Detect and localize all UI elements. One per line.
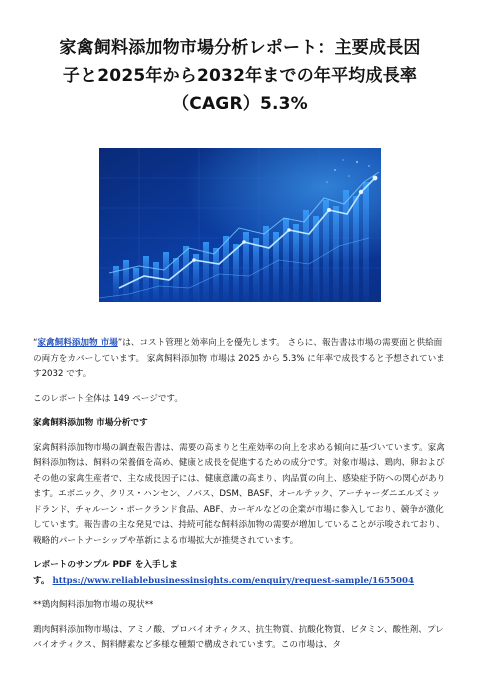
market-link[interactable]: 家禽飼料添加物 市場 [37, 338, 118, 348]
current-state-heading: **鶏肉飼料添加物市場の現状** [33, 600, 154, 610]
title-line-1: 家禽飼料添加物市場分析レポート：主要成長因 [59, 38, 421, 58]
growth-chart-banner-image [99, 148, 381, 302]
analysis-paragraph: 家禽飼料添加物市場の調査報告書は、需要の高まりと生産効率の向上を求める傾向に基づいています。家禽飼料添加物は、飼料の栄養価を高め、健康と成長を促進するための成分です。対象市場は、鶏肉、卵およびその他の家禽生産者で、主な成長因子には、健康意識の高まり、肉品質の向上、感染症予防への関心があります。エボニック、クリス・ハンセン、ノバス、DSM、BASF、オールテック、アーチャーダニエルズミッドランド、チャルーン・ポークランド食品、ABF、カーギルなどの企業が市場に参入しており、競争が激化しています。報告書の主な発見では、持続可能な飼料添加物の需要が増加していることが示唆されており、戦略的パートナーシップや革新による市場拡大が推奨されています。 [33, 442, 446, 546]
sample-label: レポートのサンプル PDF を入手しま す。 [33, 560, 178, 586]
pages-note: このレポート全体は 149 ページです。 [33, 393, 183, 404]
title-line-2: 子と2025年から2032年までの年平均成長率 [62, 66, 418, 86]
intro-open-quote: “ [33, 338, 38, 348]
page-title [33, 34, 447, 118]
sample-url-link[interactable]: https://www.reliablebusinessinsights.com/enquiry/request-sample/1655004 [52, 575, 414, 586]
section-heading: 家禽飼料添加物 市場分析です [33, 418, 148, 428]
title-line-3: （CAGR）5.3% [172, 94, 308, 114]
sample-request [33, 558, 447, 589]
intro-paragraph [33, 336, 447, 383]
current-state-paragraph: 鶏肉飼料添加物市場は、アミノ酸、プロバイオティクス、抗生物質、抗酸化物質、ビタミン、酸性剤、プレバイオティクス、飼料酵素など多様な種類で構成されています。この市場は、タ [33, 624, 444, 650]
intro-body: ”は、コスト管理と効率向上を優先します。 さらに、報告書は市場の需要面と供給面の両方をカバーしています。 家禽飼料添加物 市場は 2025 から 5.3% に年率で成長すると予想されています2032 です。 [33, 338, 445, 379]
